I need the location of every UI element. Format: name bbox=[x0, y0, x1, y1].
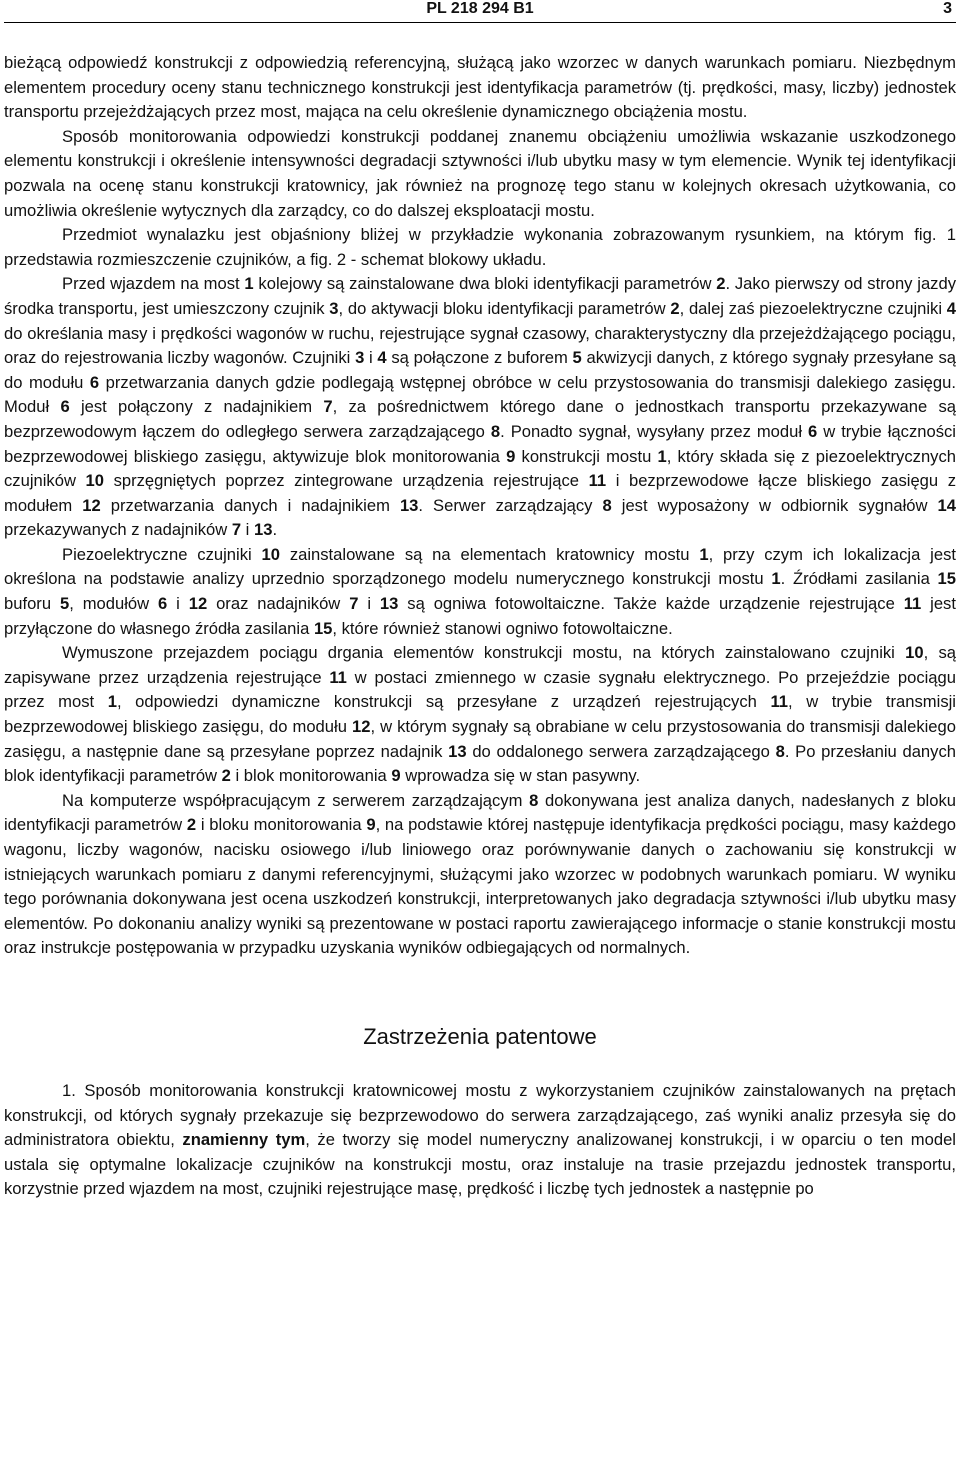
text-run: przekazywanych z nadajników bbox=[4, 520, 232, 540]
reference-numeral: 1 bbox=[771, 569, 781, 589]
paragraph bbox=[4, 641, 956, 789]
reference-numeral: 13 bbox=[448, 741, 467, 761]
text-run: i bloku monitorowania bbox=[196, 815, 367, 835]
text-run: , w trybie transmisji bezprzewodowej bliskiego zasięgu, do modułu bbox=[4, 692, 956, 737]
paragraph bbox=[4, 125, 956, 223]
text-run: sprzęgniętych poprzez zintegrowane urządzenia rejestrujące bbox=[104, 471, 589, 491]
text-run: . Serwer zarządzający bbox=[418, 495, 603, 515]
reference-numeral: 3 bbox=[355, 348, 365, 368]
reference-numeral: 13 bbox=[379, 594, 399, 614]
text-run: są połączone z buforem bbox=[386, 348, 573, 368]
document-body bbox=[4, 51, 956, 1202]
text-run: Sposób monitorowania odpowiedzi konstrukcji poddanej znanemu obciążeniu umożliwia wskazanie uszkodzonego elementu konstrukcji i określenie intensywności degradacji sztywności i/lub ubytku masy w tym elemencie. Wynik tej identyfikacji pozwala na ocenę stanu konstrukcji kratownicy, jak również na prognozę tego stanu w kolejnych okresach użytkowania, co umożliwia określenie wytycznych dla zarządcy, co do dalszej eksploatacji mostu. bbox=[4, 126, 956, 220]
text-run: przetwarzania danych i nadajnikiem bbox=[100, 495, 400, 515]
text-run: wprowadza się w stan pasywny. bbox=[400, 766, 641, 786]
paragraph bbox=[4, 789, 956, 961]
text-run: . Ponadto sygnał, wysyłany przez moduł bbox=[500, 421, 809, 441]
text-run: jest przyłączone do własnego źródła zasilania bbox=[4, 594, 956, 638]
text-run: , na podstawie której następuje identyfikacja prędkości pociągu, masy każdego wagonu, liczby wagonów, nacisku osiowego i/lub liniowego oraz porównywanie danych o zachowaniu się konstrukcji w istniejących warunkach pomiaru z danymi referencyjnymi, służącymi jako wzorzec w podobnych warunkach pomiaru. W wyniku tego porównania dokonywana jest ocena uszkodzeń konstrukcji, interpretowanych jako degradacja sztywności i/lub ubytku masy elementów. Po dokonaniu analizy wyniki są prezentowane w postaci raportu zawierającego informacje o stanie konstrukcji mostu oraz instrukcje postępowania w przypadku uzyskania wyników odbiegających od normalnych. bbox=[4, 815, 957, 958]
text-run: , który składa się z piezoelektrycznych czujników bbox=[4, 446, 956, 491]
text-run: buforu bbox=[4, 594, 60, 614]
reference-numeral: 8 bbox=[775, 741, 785, 761]
page-number: 3 bbox=[943, 0, 952, 17]
text-run: 1. Sposób monitorowania konstrukcji kratownicowej mostu z wykorzystaniem czujników zainstalowanych na prętach konstrukcji, od których sygnały przekazuje się bezprzewodowo do serwera zarządzającego, zaś wyniki analiz przesyła się do administratora obiektu, bbox=[4, 1080, 956, 1150]
reference-numeral: 9 bbox=[391, 766, 401, 786]
text-run: są ogniwa fotowoltaiczne. Także każde urządzenie rejestrujące bbox=[398, 594, 904, 614]
text-run: , do aktywacji bloku identyfikacji parametrów bbox=[338, 298, 671, 318]
reference-numeral: 11 bbox=[770, 692, 788, 712]
text-run: i bbox=[241, 520, 254, 540]
reference-numeral: 6 bbox=[158, 594, 168, 614]
text-run: i bbox=[167, 594, 189, 614]
text-run: , za pośrednictwem którego dane o jednostkach transportu przekazywane są bezprzewodowym łączem do odległego serwera zarządzającego bbox=[4, 397, 956, 441]
text-run: kolejowy są zainstalowane dwa bloki identyfikacji parametrów bbox=[253, 274, 717, 294]
text-run: , są zapisywane przez urządzenia rejestrujące bbox=[4, 643, 956, 687]
text-run: akwizycji danych, z którego sygnały przesyłane są do modułu bbox=[4, 348, 956, 392]
text-run: i bbox=[358, 594, 380, 614]
reference-numeral: 7 bbox=[323, 397, 333, 417]
text-run: , odpowiedzi dynamiczne konstrukcji są przesyłane z urządzeń rejestrujących bbox=[116, 692, 771, 712]
reference-numeral: 4 bbox=[946, 298, 956, 318]
text-run: do określania masy i prędkości wagonów w ruchu, rejestrujące sygnał czasowy, charakterystyczny dla przejeżdżającego pociągu, oraz do rejestrowania liczby wagonów. Czujniki bbox=[4, 323, 956, 368]
reference-numeral: 6 bbox=[60, 397, 70, 417]
reference-numeral: 14 bbox=[937, 495, 956, 515]
reference-numeral: 2 bbox=[670, 298, 680, 318]
reference-numeral: 13 bbox=[399, 495, 419, 515]
text-run: . bbox=[272, 520, 278, 540]
text-run: bieżącą odpowiedź konstrukcji z odpowiedzią referencyjną, służącą jako wzorzec w danych warunkach pomiaru. Niezbędnym elementem procedury oceny stanu technicznego konstrukcji jest identyfikacja parametrów (tj. prędkości, masy, liczby) jednostek transportu przejeżdżających przez most, mająca na celu określenie dynamicznego obciążenia mostu. bbox=[4, 53, 956, 122]
text-run: . Po przesłaniu danych blok identyfikacji parametrów bbox=[4, 741, 956, 786]
text-run: Przedmiot wynalazku jest objaśniony bliżej w przykładzie wykonania zobrazowanym rysunkiem, na którym fig. 1 przedstawia rozmieszczenie czujników, a fig. 2 - schemat blokowy układu. bbox=[4, 225, 956, 269]
paragraph bbox=[4, 272, 956, 543]
claim-1 bbox=[4, 1079, 956, 1202]
text-run: w trybie łączności bezprzewodowej bliskiego zasięgu, aktywizuje blok monitorowania bbox=[4, 421, 956, 466]
text-run: do oddalonego serwera zarządzającego bbox=[466, 741, 776, 761]
reference-numeral: 6 bbox=[89, 372, 100, 392]
text-run: i bbox=[364, 348, 378, 368]
reference-numeral: 3 bbox=[329, 298, 339, 318]
text-run: . Jako pierwszy od strony jazdy środka transportu, jest umieszczony czujnik bbox=[4, 274, 956, 318]
text-run: zainstalowane są na elementach kratownicy mostu bbox=[279, 544, 700, 564]
text-run: , w którym sygnały są obrabiane w celu przystosowania do transmisji dalekiego zasięgu, a następnie dane są przesyłane poprzez nadajnik bbox=[4, 717, 956, 761]
text-run: jest połączony z nadajnikiem bbox=[69, 397, 324, 417]
reference-numeral: 1 bbox=[657, 446, 667, 466]
reference-numeral: 8 bbox=[529, 790, 539, 810]
text-run: , przy czym ich lokalizacja jest określona na podstawie analizy uprzednio sporządzonego modelu numerycznego konstrukcji mostu bbox=[4, 544, 957, 589]
reference-numeral: 1 bbox=[699, 544, 709, 564]
reference-numeral: 1 bbox=[244, 274, 254, 294]
reference-numeral: 12 bbox=[82, 495, 101, 515]
claims-title: Zastrzeżenia patentowe bbox=[363, 1023, 597, 1049]
reference-numeral: 15 bbox=[937, 569, 956, 589]
text-run: . Źródłami zasilania bbox=[780, 569, 938, 589]
text-run: , dalej zaś piezoelektryczne czujniki bbox=[679, 298, 947, 318]
text-run: w postaci zmiennego w czasie sygnału elektrycznego. Po przejeździe pociągu przez most bbox=[4, 667, 956, 712]
reference-numeral: 5 bbox=[572, 348, 582, 368]
reference-numeral: 5 bbox=[59, 594, 70, 614]
claims-text bbox=[4, 1079, 956, 1202]
reference-numeral: 11 bbox=[588, 471, 607, 491]
reference-numeral: 7 bbox=[231, 520, 242, 540]
text-run: i bezprzewodowe łącze bliskiego zasięgu z modułem bbox=[4, 471, 957, 515]
reference-numeral: 15 bbox=[313, 618, 333, 638]
reference-numeral: 12 bbox=[188, 594, 208, 614]
reference-numeral: 11 bbox=[903, 594, 922, 614]
reference-numeral: 9 bbox=[366, 815, 376, 835]
text-run: i blok monitorowania bbox=[230, 766, 392, 786]
description-text bbox=[4, 51, 956, 961]
reference-numeral: 10 bbox=[905, 643, 924, 663]
text-run: oraz nadajników bbox=[207, 594, 350, 614]
page-header bbox=[4, 0, 956, 23]
text-run: Na komputerze współpracującym z serwerem zarządzającym bbox=[62, 790, 530, 810]
paragraph bbox=[4, 543, 956, 641]
reference-numeral: 8 bbox=[602, 495, 612, 515]
reference-numeral: 8 bbox=[490, 421, 501, 441]
reference-numeral: 10 bbox=[85, 471, 104, 491]
reference-numeral: 2 bbox=[221, 766, 231, 786]
reference-numeral: 2 bbox=[186, 815, 197, 835]
text-run: dokonywana jest analiza danych, nadesłanych z bloku identyfikacji parametrów bbox=[4, 790, 957, 835]
text-run: Wymuszone przejazdem pociągu drgania elementów konstrukcji mostu, na których zainstalowano czujniki bbox=[62, 643, 906, 663]
text-run: Przed wjazdem na most bbox=[62, 274, 245, 294]
reference-numeral: 2 bbox=[716, 274, 726, 294]
reference-numeral: 1 bbox=[107, 692, 117, 712]
text-run: konstrukcji mostu bbox=[515, 446, 658, 466]
document-page bbox=[4, 0, 956, 1202]
reference-numeral: 4 bbox=[377, 348, 387, 368]
paragraph bbox=[4, 51, 956, 125]
text-run: , że tworzy się model numeryczny analizowanej konstrukcji, i w oparciu o ten model ustala się optymalne lokalizacje czujników na konstrukcji mostu, oraz instaluje na trasie przejazdu jednostek transportu, korzystnie przed wjazdem na most, czujniki rejestrujące masę, prędkość i liczbę tych jednostek a następnie po bbox=[4, 1130, 956, 1199]
paragraph bbox=[4, 223, 956, 272]
text-run: jest wyposażony w odbiornik sygnałów bbox=[611, 495, 938, 515]
reference-numeral: 11 bbox=[329, 667, 347, 687]
text-run: przetwarzania danych gdzie podlegają wstępnej obróbce w celu przystosowania do transmisji dalekiego zasięgu. Moduł bbox=[4, 372, 956, 417]
text-run: , modułów bbox=[69, 594, 158, 614]
reference-numeral: 12 bbox=[351, 717, 371, 737]
reference-numeral: 7 bbox=[349, 594, 359, 614]
reference-numeral: 6 bbox=[808, 421, 818, 441]
reference-numeral: 10 bbox=[261, 544, 280, 564]
text-run: , które również stanowi ogniwo fotowoltaiczne. bbox=[332, 618, 673, 638]
patent-number: PL 218 294 B1 bbox=[426, 0, 534, 17]
reference-numeral: 13 bbox=[253, 520, 273, 540]
reference-numeral: 9 bbox=[506, 446, 516, 466]
reference-numeral: znamienny tym bbox=[182, 1130, 306, 1150]
text-run: Piezoelektryczne czujniki bbox=[62, 544, 262, 564]
